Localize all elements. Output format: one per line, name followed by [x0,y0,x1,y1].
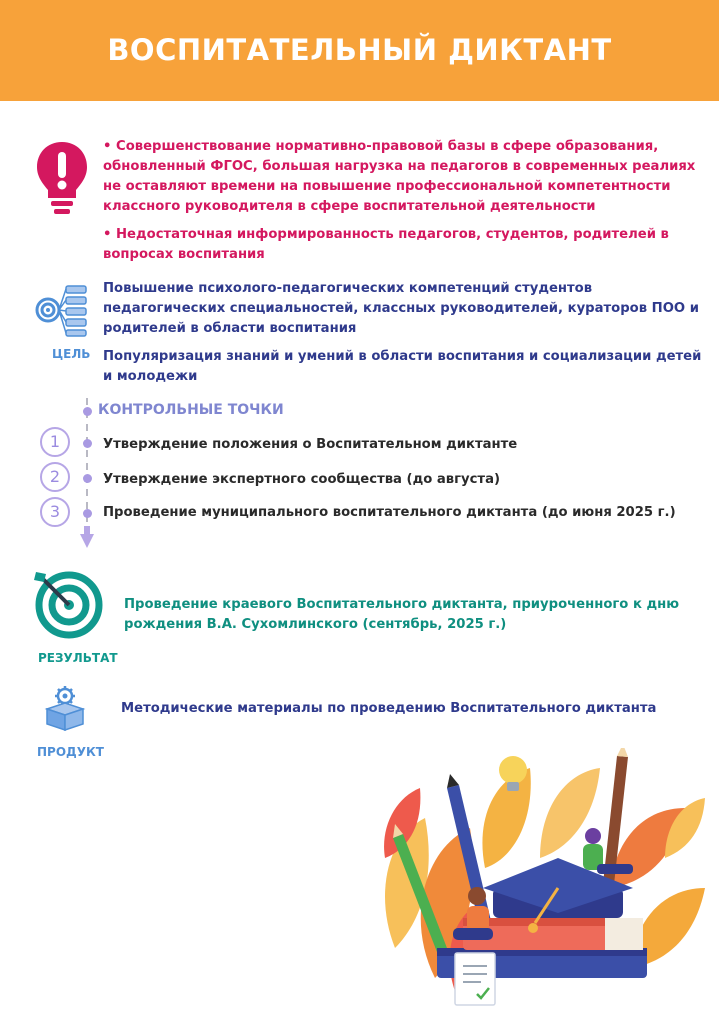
goal-item: Повышение психолого-педагогических компетенций студентов педагогических специальностей, классных руководителей, кураторов ПОО и родителей в области воспитания [103,281,699,336]
checkpoint-text-3: Проведение муниципального воспитательного диктанта (до июня 2025 г.) [103,505,676,520]
goal-item: Популяризация знаний и умений в области воспитания и социализации детей и молодежи [103,349,702,384]
goal-label: ЦЕЛЬ [52,347,91,361]
timeline-dot [83,439,92,448]
checkpoints-title: КОНТРОЛЬНЫЕ ТОЧКИ [98,402,284,418]
header-banner [0,0,719,101]
timeline-dot [83,509,92,518]
product-text: Методические материалы по проведению Воспитательного диктанта [121,701,657,716]
result-text: Проведение краевого Воспитательного диктанта, приуроченного к дню рождения В.А. Сухомлинского (сентябрь, 2025 г.) [124,597,680,632]
checkpoint-text-2: Утверждение экспертного сообщества (до августа) [103,472,500,487]
education-illustration [365,748,715,1018]
lightbulb-exclamation-icon [35,140,89,216]
problem-item: • Недостаточная информированность педагогов, студентов, родителей в вопросах воспитания [103,227,669,262]
checkpoint-number-2: 2 [40,462,70,492]
problem-item: • Совершенствование нормативно-правовой базы в сфере образования, обновленный ФГОС, большая нагрузка на педагогов в современных реалиях не оставляют времени на повышение профессиональной компетентности классного руководителя в сфере воспитательной деятельности [103,139,696,214]
timeline-dot [83,407,92,416]
product-label: ПРОДУКТ [37,745,104,759]
goals-list [103,279,703,395]
result-label: РЕЗУЛЬТАТ [38,651,118,665]
page-title: ВОСПИТАТЕЛЬНЫЙ ДИКТАНТ [107,33,612,67]
target-list-icon [34,282,90,338]
target-arrow-icon [32,565,106,639]
timeline-dot [83,474,92,483]
checkpoint-number-3: 3 [40,497,70,527]
checkpoint-text-1: Утверждение положения о Воспитательном диктанте [103,437,518,452]
checkpoint-number-1: 1 [40,427,70,457]
box-gear-icon [44,685,86,731]
problems-list [103,137,703,273]
